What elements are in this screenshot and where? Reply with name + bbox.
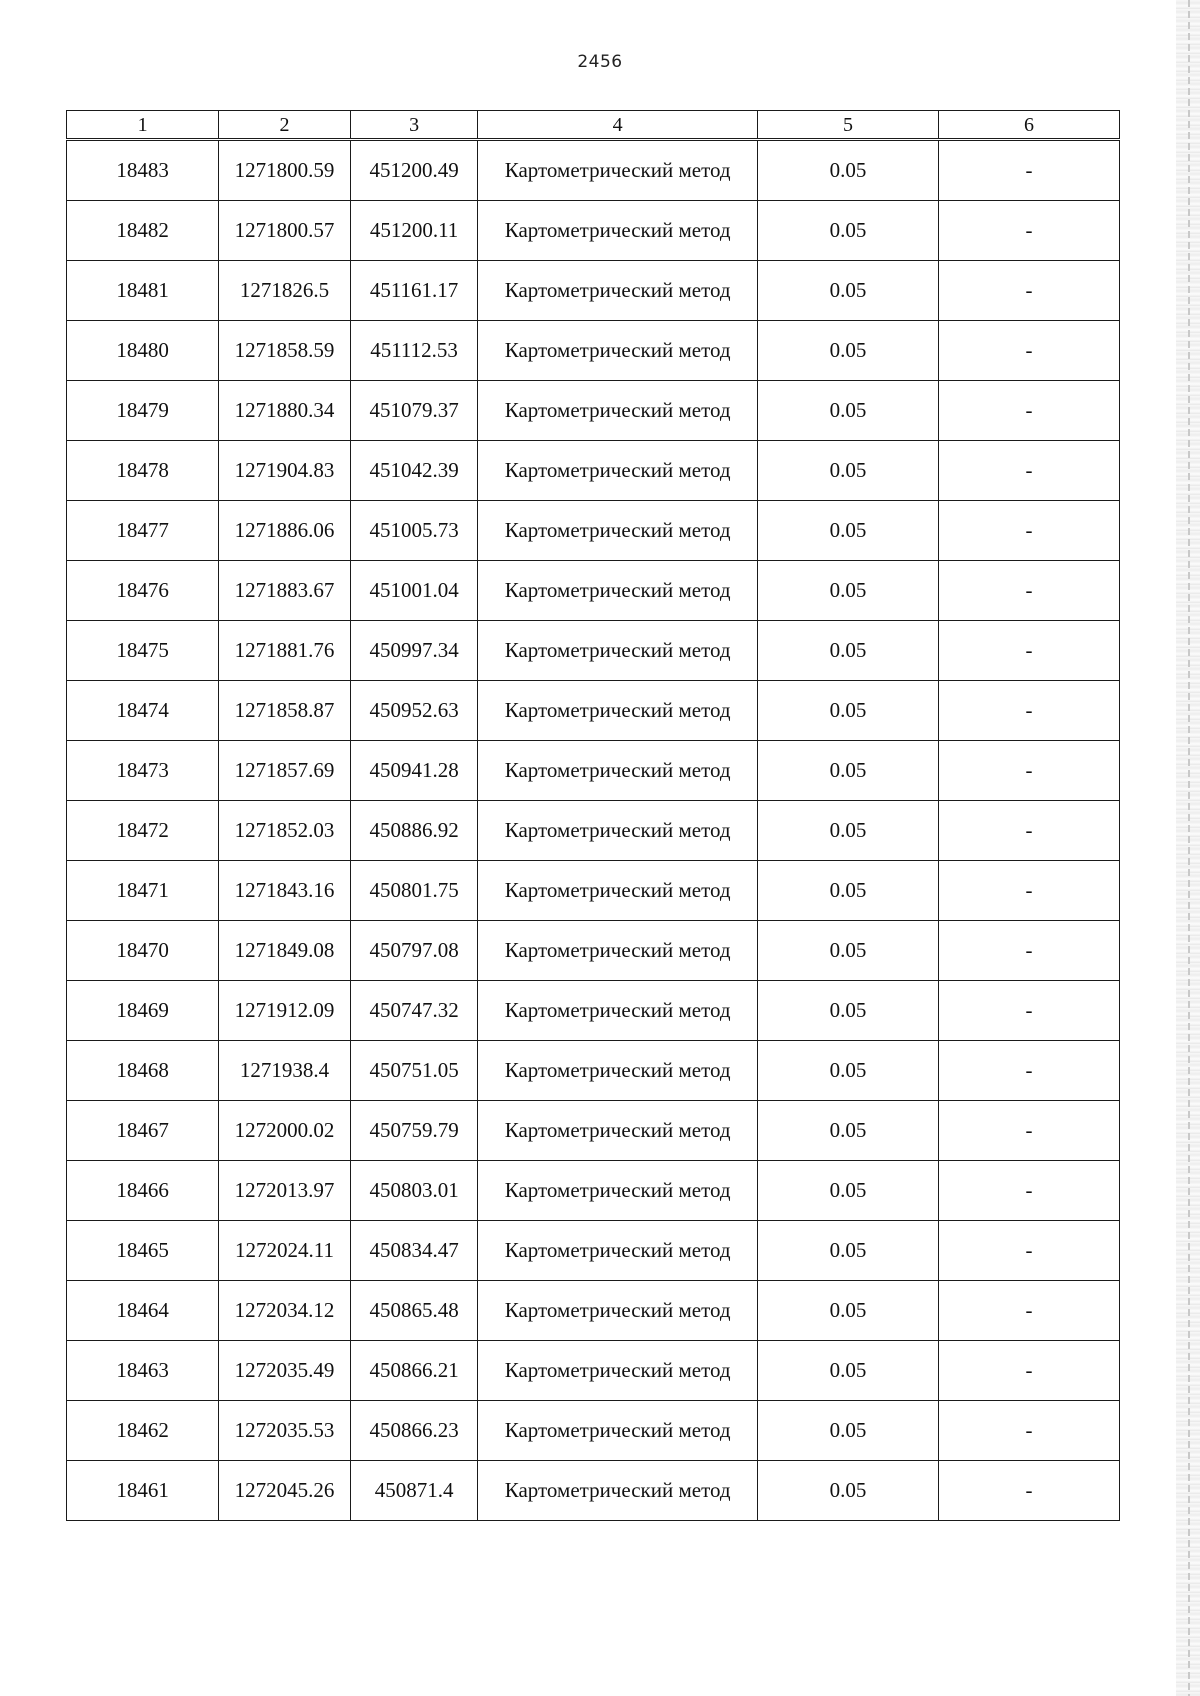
cell-x-coordinate: 1271800.57 [219,201,351,261]
cell-description: - [939,561,1120,621]
table-row [67,381,1120,441]
cell-accuracy: 0.05 [758,1161,939,1221]
cell-accuracy: 0.05 [758,140,939,201]
cell-y-coordinate: 450866.23 [350,1401,478,1461]
cell-description: - [939,981,1120,1041]
cell-y-coordinate: 450865.48 [350,1281,478,1341]
cell-y-coordinate: 450952.63 [350,681,478,741]
cell-method: Картометрический метод [478,1401,758,1461]
cell-accuracy: 0.05 [758,861,939,921]
table-row [67,1401,1120,1461]
cell-y-coordinate: 450886.92 [350,801,478,861]
table-row [67,321,1120,381]
scan-line-artifact [1188,0,1190,1696]
cell-x-coordinate: 1271826.5 [219,261,351,321]
cell-point-number: 18463 [67,1341,219,1401]
cell-accuracy: 0.05 [758,921,939,981]
table-row [67,1341,1120,1401]
cell-x-coordinate: 1271857.69 [219,741,351,801]
column-header-4: 4 [478,111,758,140]
cell-accuracy: 0.05 [758,741,939,801]
cell-y-coordinate: 450801.75 [350,861,478,921]
cell-description: - [939,1041,1120,1101]
cell-accuracy: 0.05 [758,1281,939,1341]
cell-method: Картометрический метод [478,741,758,801]
table-row [67,1461,1120,1521]
coordinates-table [66,110,1120,1521]
cell-point-number: 18475 [67,621,219,681]
cell-accuracy: 0.05 [758,681,939,741]
cell-method: Картометрический метод [478,1341,758,1401]
cell-description: - [939,1101,1120,1161]
cell-accuracy: 0.05 [758,501,939,561]
cell-x-coordinate: 1272024.11 [219,1221,351,1281]
cell-point-number: 18473 [67,741,219,801]
table-row [67,441,1120,501]
cell-accuracy: 0.05 [758,1461,939,1521]
cell-point-number: 18462 [67,1401,219,1461]
table-row [67,561,1120,621]
cell-x-coordinate: 1271843.16 [219,861,351,921]
column-header-6: 6 [939,111,1120,140]
cell-y-coordinate: 450797.08 [350,921,478,981]
table-row [67,201,1120,261]
cell-description: - [939,861,1120,921]
cell-accuracy: 0.05 [758,201,939,261]
cell-x-coordinate: 1271880.34 [219,381,351,441]
cell-description: - [939,1161,1120,1221]
page-number: 2456 [577,52,623,72]
table-row [67,261,1120,321]
table-row [67,140,1120,201]
table-row [67,741,1120,801]
cell-point-number: 18468 [67,1041,219,1101]
cell-x-coordinate: 1271858.59 [219,321,351,381]
cell-y-coordinate: 450751.05 [350,1041,478,1101]
cell-point-number: 18480 [67,321,219,381]
cell-accuracy: 0.05 [758,261,939,321]
column-header-2: 2 [219,111,351,140]
column-header-3: 3 [350,111,478,140]
cell-point-number: 18465 [67,1221,219,1281]
cell-description: - [939,321,1120,381]
cell-point-number: 18464 [67,1281,219,1341]
cell-accuracy: 0.05 [758,981,939,1041]
cell-accuracy: 0.05 [758,1221,939,1281]
table-row [67,1281,1120,1341]
cell-point-number: 18469 [67,981,219,1041]
cell-description: - [939,501,1120,561]
cell-method: Картометрический метод [478,140,758,201]
cell-description: - [939,1461,1120,1521]
cell-description: - [939,801,1120,861]
cell-method: Картометрический метод [478,1041,758,1101]
cell-method: Картометрический метод [478,621,758,681]
table-row [67,501,1120,561]
cell-accuracy: 0.05 [758,1041,939,1101]
cell-method: Картометрический метод [478,561,758,621]
cell-y-coordinate: 451161.17 [350,261,478,321]
cell-x-coordinate: 1272034.12 [219,1281,351,1341]
cell-description: - [939,261,1120,321]
cell-y-coordinate: 450866.21 [350,1341,478,1401]
cell-accuracy: 0.05 [758,561,939,621]
cell-method: Картометрический метод [478,321,758,381]
header-row [67,111,1120,140]
cell-method: Картометрический метод [478,201,758,261]
cell-x-coordinate: 1271849.08 [219,921,351,981]
cell-accuracy: 0.05 [758,1401,939,1461]
table-row [67,1101,1120,1161]
cell-point-number: 18471 [67,861,219,921]
column-header-1: 1 [67,111,219,140]
cell-x-coordinate: 1272035.49 [219,1341,351,1401]
cell-method: Картометрический метод [478,861,758,921]
cell-y-coordinate: 450871.4 [350,1461,478,1521]
cell-method: Картометрический метод [478,441,758,501]
cell-method: Картометрический метод [478,921,758,981]
cell-point-number: 18466 [67,1161,219,1221]
cell-method: Картометрический метод [478,381,758,441]
table-row [67,981,1120,1041]
cell-accuracy: 0.05 [758,381,939,441]
cell-method: Картометрический метод [478,1101,758,1161]
table-row [67,801,1120,861]
cell-y-coordinate: 450803.01 [350,1161,478,1221]
cell-y-coordinate: 450997.34 [350,621,478,681]
cell-y-coordinate: 451001.04 [350,561,478,621]
cell-description: - [939,921,1120,981]
cell-accuracy: 0.05 [758,801,939,861]
cell-point-number: 18472 [67,801,219,861]
table-row [67,1041,1120,1101]
cell-description: - [939,441,1120,501]
cell-y-coordinate: 451042.39 [350,441,478,501]
cell-x-coordinate: 1272045.26 [219,1461,351,1521]
cell-y-coordinate: 451200.11 [350,201,478,261]
cell-accuracy: 0.05 [758,441,939,501]
cell-y-coordinate: 451112.53 [350,321,478,381]
cell-point-number: 18482 [67,201,219,261]
cell-method: Картометрический метод [478,1161,758,1221]
cell-description: - [939,741,1120,801]
cell-point-number: 18474 [67,681,219,741]
cell-description: - [939,201,1120,261]
cell-point-number: 18479 [67,381,219,441]
cell-accuracy: 0.05 [758,321,939,381]
cell-y-coordinate: 451079.37 [350,381,478,441]
cell-y-coordinate: 450834.47 [350,1221,478,1281]
table-row [67,681,1120,741]
cell-method: Картометрический метод [478,261,758,321]
table-body [67,140,1120,1521]
cell-method: Картометрический метод [478,1281,758,1341]
cell-description: - [939,1401,1120,1461]
table-row [67,921,1120,981]
cell-accuracy: 0.05 [758,621,939,681]
cell-point-number: 18476 [67,561,219,621]
cell-x-coordinate: 1271904.83 [219,441,351,501]
cell-description: - [939,381,1120,441]
cell-x-coordinate: 1271912.09 [219,981,351,1041]
cell-x-coordinate: 1271800.59 [219,140,351,201]
cell-x-coordinate: 1271881.76 [219,621,351,681]
column-header-5: 5 [758,111,939,140]
cell-x-coordinate: 1271883.67 [219,561,351,621]
cell-x-coordinate: 1272000.02 [219,1101,351,1161]
cell-method: Картометрический метод [478,501,758,561]
cell-point-number: 18461 [67,1461,219,1521]
cell-y-coordinate: 451005.73 [350,501,478,561]
cell-description: - [939,140,1120,201]
cell-y-coordinate: 450941.28 [350,741,478,801]
cell-accuracy: 0.05 [758,1341,939,1401]
cell-description: - [939,1221,1120,1281]
cell-y-coordinate: 450747.32 [350,981,478,1041]
cell-x-coordinate: 1272035.53 [219,1401,351,1461]
table-row [67,1221,1120,1281]
cell-y-coordinate: 451200.49 [350,140,478,201]
cell-point-number: 18467 [67,1101,219,1161]
cell-description: - [939,1341,1120,1401]
cell-description: - [939,1281,1120,1341]
cell-point-number: 18478 [67,441,219,501]
cell-y-coordinate: 450759.79 [350,1101,478,1161]
cell-point-number: 18483 [67,140,219,201]
table-header [67,111,1120,140]
cell-method: Картометрический метод [478,1461,758,1521]
cell-description: - [939,621,1120,681]
cell-x-coordinate: 1271938.4 [219,1041,351,1101]
cell-accuracy: 0.05 [758,1101,939,1161]
cell-method: Картометрический метод [478,1221,758,1281]
table-row [67,861,1120,921]
table-row [67,1161,1120,1221]
cell-x-coordinate: 1271852.03 [219,801,351,861]
cell-point-number: 18470 [67,921,219,981]
cell-x-coordinate: 1271886.06 [219,501,351,561]
cell-x-coordinate: 1272013.97 [219,1161,351,1221]
cell-method: Картометрический метод [478,981,758,1041]
cell-method: Картометрический метод [478,681,758,741]
cell-method: Картометрический метод [478,801,758,861]
cell-x-coordinate: 1271858.87 [219,681,351,741]
cell-point-number: 18481 [67,261,219,321]
cell-point-number: 18477 [67,501,219,561]
cell-description: - [939,681,1120,741]
table-row [67,621,1120,681]
